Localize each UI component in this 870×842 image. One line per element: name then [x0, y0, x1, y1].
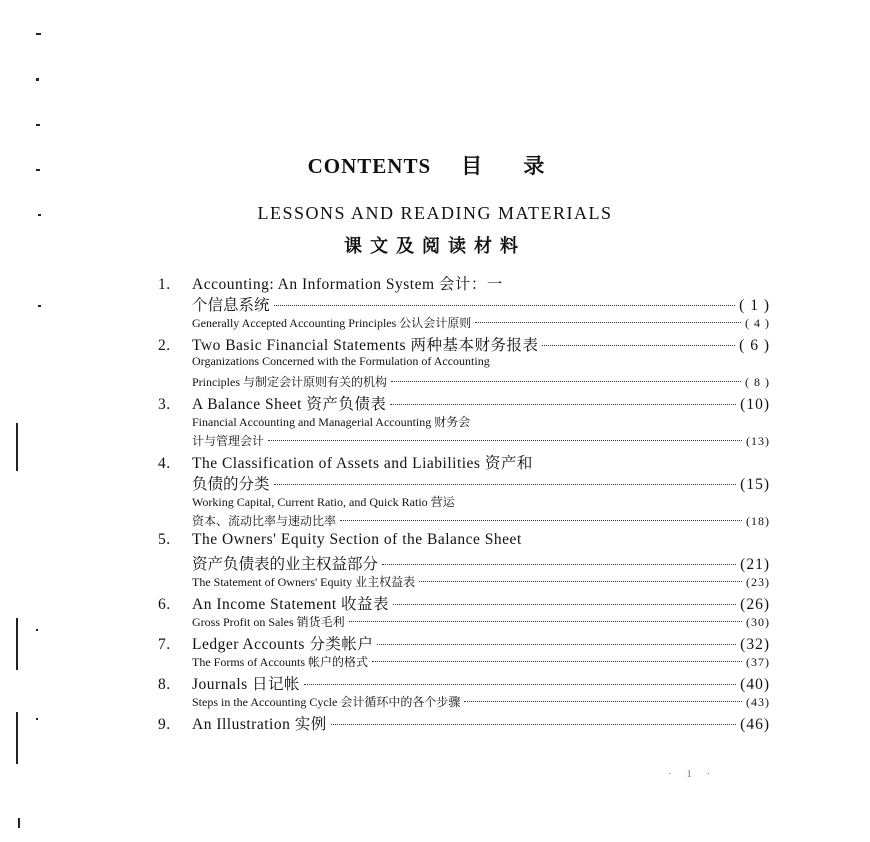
toc-entry-title: Generally Accepted Accounting Principles 公认会计原则	[192, 316, 472, 330]
toc-entry-number: 1.	[158, 276, 171, 293]
dot-leader	[542, 345, 735, 346]
toc-lesson-entry	[158, 451, 770, 472]
toc-entry-title: The Forms of Accounts 帐户的格式	[192, 655, 368, 669]
section-heading-cn: 课文及阅读材料	[344, 236, 526, 256]
dot-leader	[304, 684, 736, 685]
toc-page-number: ( 4 )	[745, 316, 770, 330]
section-heading: LESSONS AND READING MATERIALS	[257, 203, 613, 223]
toc-page-number: (15)	[740, 476, 770, 493]
toc-page-number: ( 6 )	[739, 337, 770, 354]
toc-entry-number: 9.	[158, 716, 171, 733]
dot-leader	[390, 404, 736, 405]
toc-entry-number: 7.	[158, 636, 171, 653]
toc-lesson-entry	[158, 272, 770, 293]
toc-lesson-entry	[158, 592, 770, 613]
toc-page-number: (18)	[746, 514, 770, 528]
toc-reading-entry	[158, 613, 770, 632]
page-number: · 1 ·	[668, 768, 717, 780]
dot-leader	[274, 484, 737, 485]
toc-page-number: (23)	[746, 575, 770, 589]
toc-entry-title: The Owners' Equity Section of the Balance Sheet	[192, 531, 522, 548]
toc-page-number: (37)	[746, 655, 770, 669]
toc-entry-title: 资产负债表的业主权益部分	[192, 556, 379, 573]
toc-page-number: (43)	[746, 695, 770, 709]
toc-reading-entry	[158, 373, 770, 392]
toc-reading-entry	[158, 653, 770, 672]
toc-entry-number: 2.	[158, 337, 171, 354]
dot-leader	[393, 604, 736, 605]
toc-entry-title: Gross Profit on Sales 销货毛利	[192, 615, 345, 629]
toc-lesson-entry	[158, 712, 770, 733]
dot-leader	[331, 724, 736, 725]
toc-entry-title: 负债的分类	[192, 476, 270, 493]
toc-entry-title: Accounting: An Information System 会计：一	[192, 276, 503, 293]
toc-reading-entry	[158, 573, 770, 592]
toc-entry-number: 4.	[158, 455, 171, 472]
toc-entry-continuation	[158, 472, 770, 493]
toc-entry-title: 资本、流动比率与速动比率	[192, 514, 337, 528]
dot-leader	[377, 644, 736, 645]
dot-leader	[382, 564, 736, 565]
toc-entry-continuation	[158, 552, 770, 573]
toc-lesson-entry	[158, 392, 770, 413]
toc-page-number: ( 1 )	[739, 297, 770, 314]
dot-leader	[340, 520, 742, 521]
toc-entry-title: Steps in the Accounting Cycle 会计循环中的各个步骤	[192, 695, 461, 709]
dot-leader	[274, 305, 736, 306]
dot-leader	[464, 701, 742, 702]
toc-entry-title: 计与管理会计	[192, 434, 265, 448]
toc-entry-title: A Balance Sheet 资产负债表	[192, 396, 387, 413]
toc-entry-title: Organizations Concerned with the Formulation of Accounting	[192, 354, 490, 368]
dot-leader	[391, 381, 741, 382]
dot-leader	[475, 322, 741, 323]
toc-entry-number: 6.	[158, 596, 171, 613]
toc-reading-entry	[158, 512, 770, 531]
toc-page-number: (10)	[740, 396, 770, 413]
toc-page-number: (46)	[740, 716, 770, 733]
toc-reading-entry	[158, 413, 770, 432]
page-title	[0, 150, 870, 180]
toc-reading-entry	[158, 432, 770, 451]
toc-reading-entry	[158, 314, 770, 333]
toc-entry-title: The Classification of Assets and Liabilities 资产和	[192, 455, 533, 472]
toc-page-number: ( 8 )	[745, 375, 770, 389]
toc-lesson-entry	[158, 531, 770, 552]
toc-entry-title: Ledger Accounts 分类帐户	[192, 636, 374, 653]
dot-leader	[268, 440, 742, 441]
toc-page-number: (21)	[740, 556, 770, 573]
toc-entry-title: Principles 与制定会计原则有关的机构	[192, 375, 387, 389]
toc-page-number: (13)	[746, 434, 770, 448]
toc-entry-title: An Income Statement 收益表	[192, 596, 390, 613]
toc-page-number: (40)	[740, 676, 770, 693]
toc-entry-title: Financial Accounting and Managerial Accounting 财务会	[192, 415, 471, 429]
toc-entry-number: 8.	[158, 676, 171, 693]
toc-lesson-entry	[158, 333, 770, 354]
toc-entry-title: The Statement of Owners' Equity 业主权益表	[192, 575, 416, 589]
toc-reading-entry	[158, 354, 770, 373]
title-en: CONTENTS	[307, 154, 432, 178]
toc-page-number: (26)	[740, 596, 770, 613]
toc-entry-title: Working Capital, Current Ratio, and Quick Ratio 营运	[192, 495, 455, 509]
toc-entry-continuation	[158, 293, 770, 314]
title-cn: 目 录	[461, 154, 563, 178]
table-of-contents	[158, 272, 770, 733]
toc-lesson-entry	[158, 632, 770, 653]
toc-lesson-entry	[158, 672, 770, 693]
toc-entry-number: 5.	[158, 531, 171, 548]
dot-leader	[349, 621, 742, 622]
toc-entry-title: Journals 日记帐	[192, 676, 301, 693]
toc-entry-title: Two Basic Financial Statements 两种基本财务报表	[192, 337, 539, 354]
dot-leader	[372, 661, 742, 662]
toc-entry-number: 3.	[158, 396, 171, 413]
dot-leader	[419, 581, 742, 582]
toc-entry-title: 个信息系统	[192, 297, 270, 314]
toc-reading-entry	[158, 493, 770, 512]
toc-reading-entry	[158, 693, 770, 712]
toc-page-number: (32)	[740, 636, 770, 653]
toc-page-number: (30)	[746, 615, 770, 629]
toc-entry-title: An Illustration 实例	[192, 716, 327, 733]
